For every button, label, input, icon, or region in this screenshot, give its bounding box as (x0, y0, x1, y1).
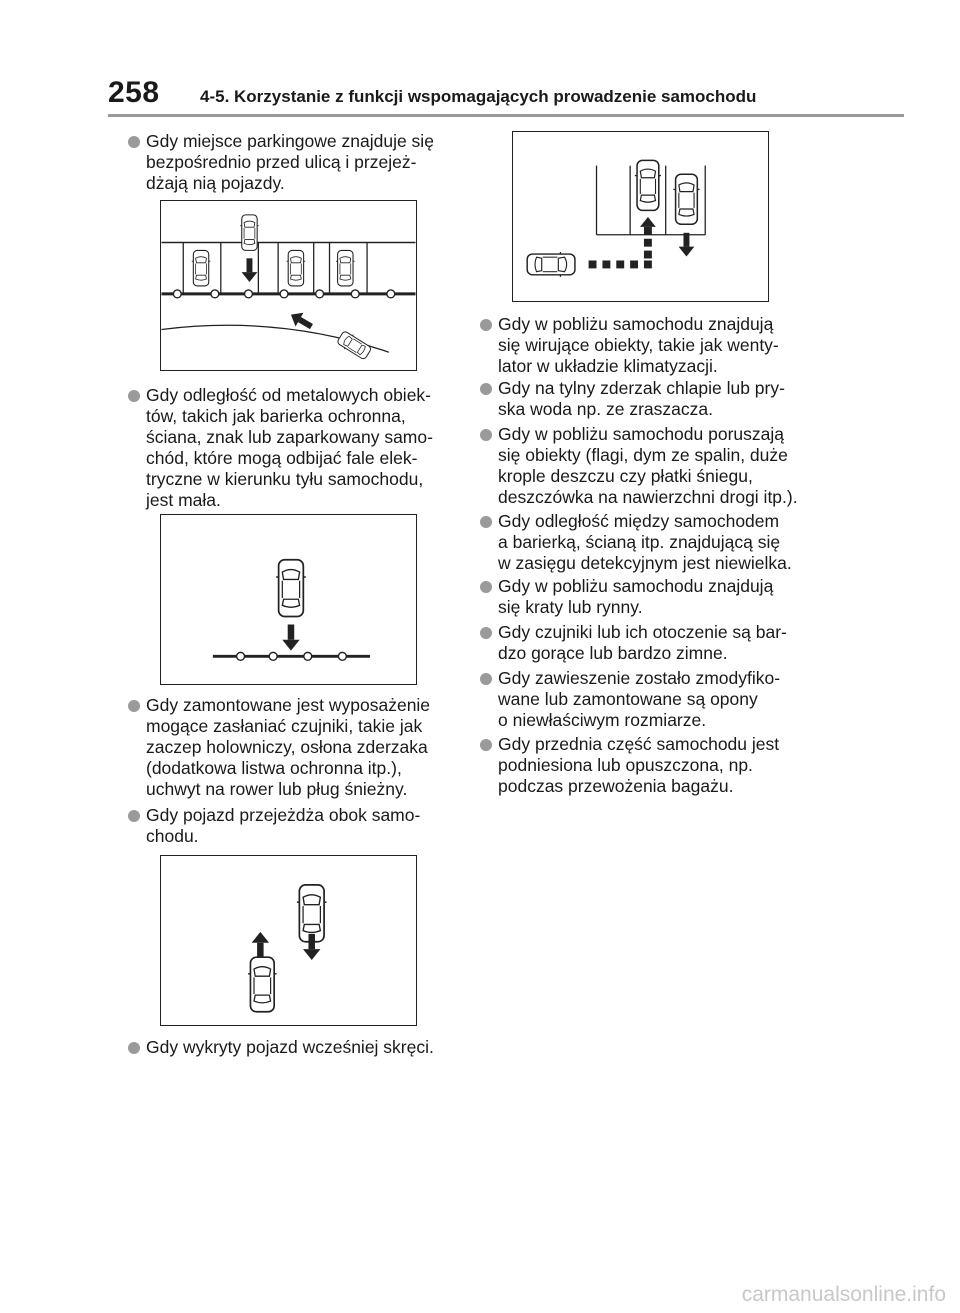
bullet-icon (128, 136, 140, 148)
list-item: Gdy czujniki lub ich otoczenie są bar- dzo gorące lub bardzo zimne. (480, 622, 787, 664)
list-item: Gdy odległość między samochodem a barierką, ścianą itp. znajdującą się w zasięgu detekcyjnym jest niewielka. (480, 511, 792, 574)
list-item: Gdy w pobliżu samochodu znajdują się kraty lub rynny. (480, 576, 773, 618)
watermark: carmanualsonline.info (741, 1283, 946, 1306)
figure-parking-near-road (160, 200, 417, 371)
figure-passing-vehicle (160, 855, 417, 1026)
bullet-icon (128, 700, 140, 712)
figure-turning-vehicle (512, 131, 769, 302)
list-item: Gdy w pobliżu samochodu poruszają się obiekty (flagi, dym ze spalin, duże krople deszczu czy płatki śniegu, deszczówka na nawierzchni drogi itp.). (480, 424, 798, 508)
list-item: Gdy miejsce parkingowe znajduje się bezpośrednio przed ulicą i przejeż- dżają nią pojazdy. (128, 131, 434, 194)
list-item: Gdy wykryty pojazd wcześniej skręci. (128, 1037, 434, 1058)
figure-near-barrier (160, 514, 417, 685)
list-item: Gdy zawieszenie zostało zmodyfiko- wane lub zamontowane są opony o niewłaściwym rozmiarze. (480, 668, 780, 731)
list-item: Gdy przednia część samochodu jest podniesiona lub opuszczona, np. podczas przewożenia bagażu. (480, 734, 779, 797)
list-item: Gdy na tylny zderzak chlapie lub pry- ska woda np. ze zraszacza. (480, 378, 785, 420)
bullet-icon (480, 319, 492, 331)
bullet-icon (128, 810, 140, 822)
list-item: Gdy odległość od metalowych obiek- tów, takich jak barierka ochronna, ściana, znak lub zaparkowany samo- chód, które mogą odbijać fale elek- tryczne w kierunku tyłu samochodu, jest mała. (128, 385, 433, 511)
header-rule (108, 114, 904, 117)
bullet-icon (480, 739, 492, 751)
bullet-icon (128, 1042, 140, 1054)
bullet-icon (480, 581, 492, 593)
page-header (108, 78, 904, 118)
bullet-icon (480, 383, 492, 395)
list-item: Gdy zamontowane jest wyposażenie mogące zasłaniać czujniki, takie jak zaczep holowniczy, osłona zderzaka (dodatkowa listwa ochronna itp.), uchwyt na rower lub pług śnieżny. (128, 695, 430, 800)
page-number: 258 (108, 76, 160, 109)
bullet-icon (480, 516, 492, 528)
list-item: Gdy pojazd przejeżdża obok samo- chodu. (128, 805, 420, 847)
list-item: Gdy w pobliżu samochodu znajdują się wirujące obiekty, takie jak wenty- lator w układzie klimatyzacji. (480, 314, 779, 377)
bullet-icon (480, 429, 492, 441)
bullet-icon (128, 390, 140, 402)
bullet-icon (480, 673, 492, 685)
section-title: 4-5. Korzystanie z funkcji wspomagających prowadzenie samochodu (200, 87, 757, 106)
bullet-icon (480, 627, 492, 639)
